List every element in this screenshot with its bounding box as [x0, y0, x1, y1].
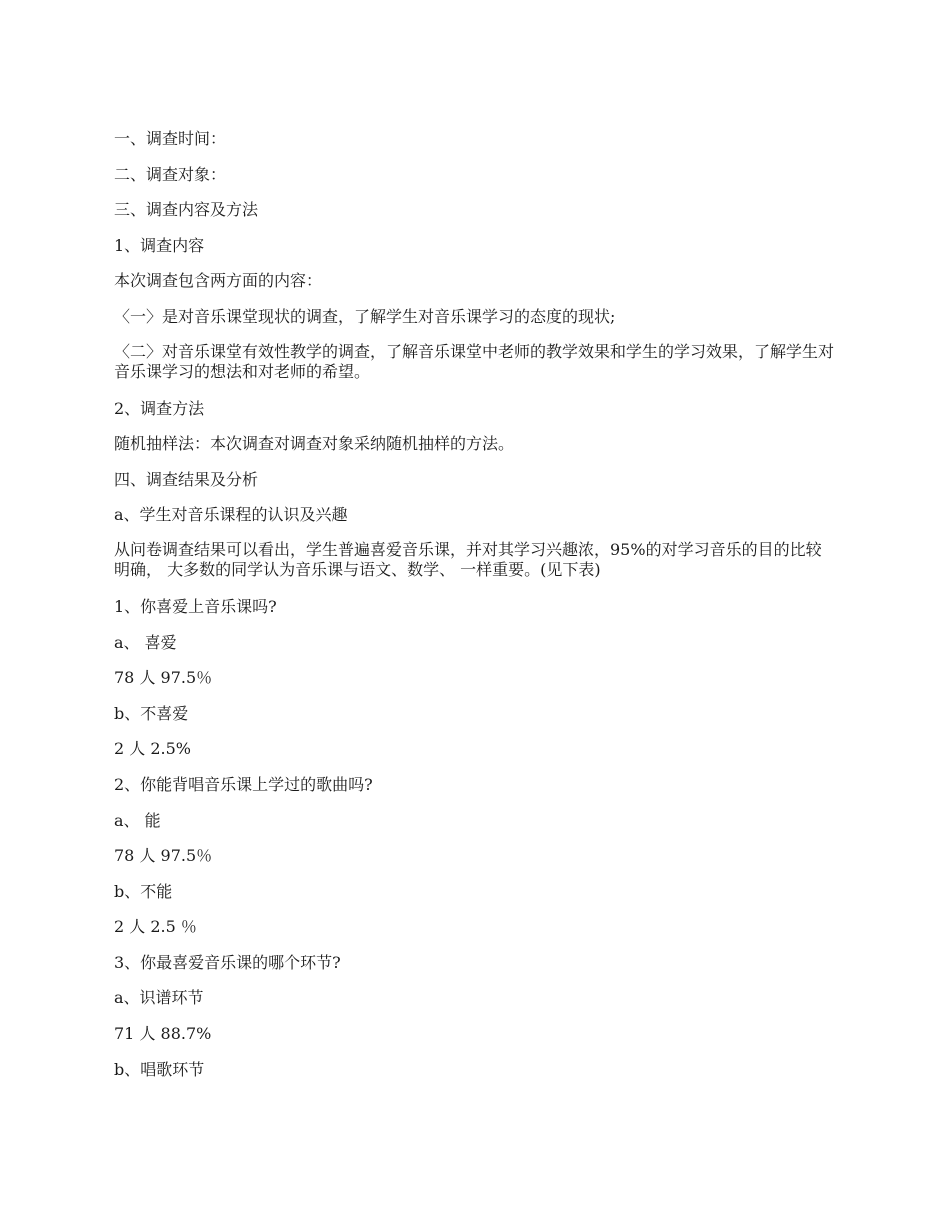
question-1-option-a-result: 78 人 97.5％ — [114, 668, 213, 688]
question-2-option-b: b、不能 — [114, 881, 173, 901]
question-1-option-b-result: 2 人 2.5% — [114, 739, 192, 759]
question-3-option-a: a、识谱环节 — [114, 988, 204, 1008]
question-2-option-a-result: 78 人 97.5％ — [114, 846, 213, 866]
question-3: 3、你最喜爱音乐课的哪个环节? — [114, 952, 341, 972]
section-heading-content-and-method: 三、调查内容及方法 — [114, 200, 259, 220]
subheading-survey-method: 2、调查方法 — [114, 398, 205, 418]
subheading-survey-content: 1、调查内容 — [114, 235, 205, 255]
paragraph-sampling-method: 随机抽样法：本次调查对调查对象采纳随机抽样的方法。 — [114, 434, 515, 454]
paragraph-content-intro: 本次调查包含两方面的内容： — [114, 271, 323, 291]
paragraph-results-summary: 从问卷调查结果可以看出，学生普遍喜爱音乐课，并对其学习兴趣浓，95%的对学习音乐的目的比较明确， 大多数的同学认为音乐课与语文、数学、 一样重要。(见下表) — [114, 539, 822, 579]
paragraph-content-item-1: 〈一〉是对音乐课堂现状的调查，了解学生对音乐课学习的态度的现状; — [114, 306, 616, 326]
question-2-option-b-result: 2 人 2.5 ％ — [114, 917, 197, 937]
subheading-awareness-interest: a、学生对音乐课程的认识及兴趣 — [114, 505, 348, 525]
section-heading-survey-time: 一、调查时间： — [114, 129, 227, 148]
question-1: 1、你喜爱上音乐课吗? — [114, 596, 277, 616]
question-2-option-a: a、 能 — [114, 810, 161, 830]
question-2: 2、你能背唱音乐课上学过的歌曲吗? — [114, 774, 373, 794]
document-body — [114, 128, 834, 1094]
question-3-option-a-result: 71 人 88.7% — [114, 1024, 212, 1044]
question-1-option-a: a、 喜爱 — [114, 632, 177, 652]
section-heading-survey-subjects: 二、调查对象： — [114, 164, 227, 184]
question-1-option-b: b、不喜爱 — [114, 703, 189, 723]
paragraph-content-item-2: 〈二〉对音乐课堂有效性教学的调查，了解音乐课堂中老师的教学效果和学生的学习效果，了解学生对音乐课学习的想法和对老师的希望。 — [114, 341, 835, 381]
section-heading-results: 四、调查结果及分析 — [114, 469, 259, 489]
question-3-option-b: b、唱歌环节 — [114, 1059, 205, 1079]
